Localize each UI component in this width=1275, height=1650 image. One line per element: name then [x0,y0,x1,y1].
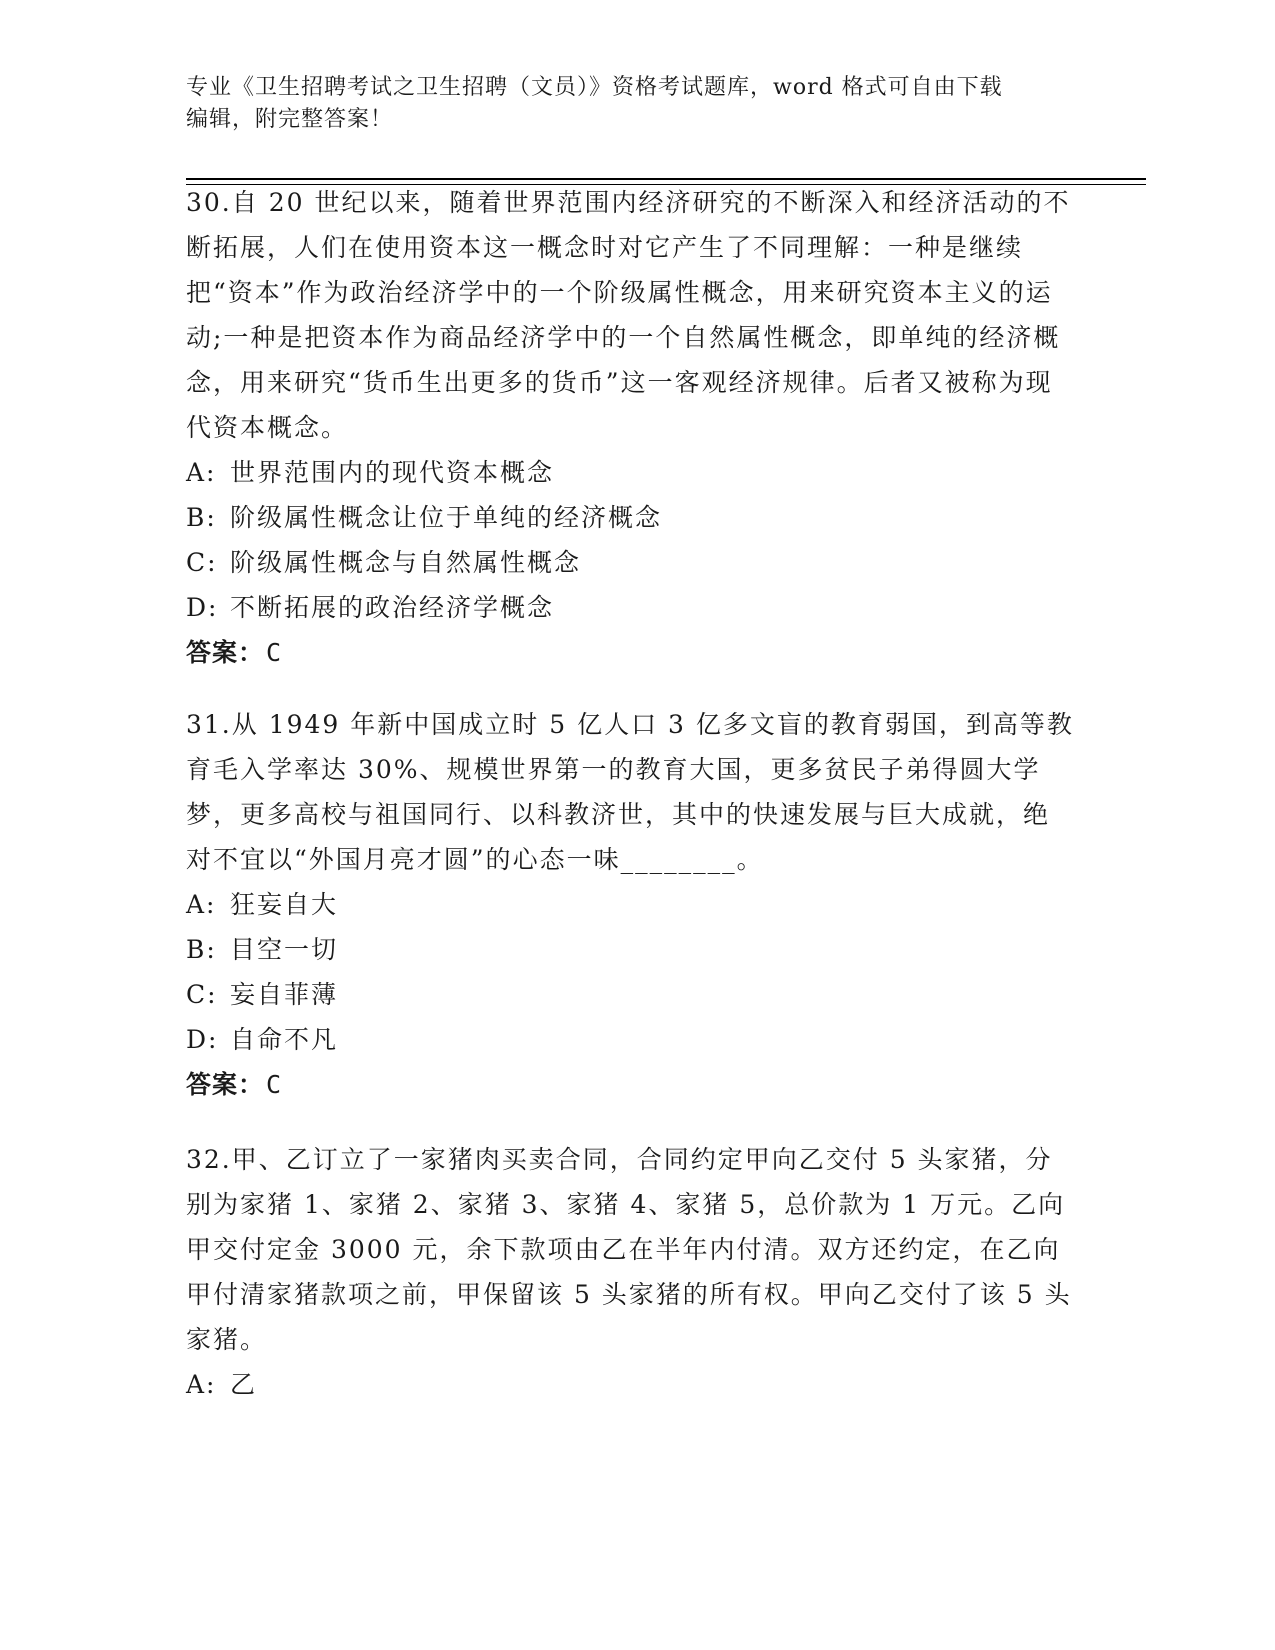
option-key: B: [186,503,217,532]
option-b [186,927,1076,972]
option-a [186,1362,1076,1407]
option-b [186,495,1076,540]
option-key: D: [186,593,219,622]
option-text: 不断拓展的政治经济学概念 [230,593,555,622]
option-text: 世界范围内的现代资本概念 [230,458,555,487]
option-a [186,882,1076,927]
option-c [186,540,1076,585]
header-line-2: 编辑，附完整答案！ [186,107,394,132]
option-c [186,972,1076,1017]
question-stem: 32.甲、乙订立了一家猪肉买卖合同，合同约定甲向乙交付 5 头家猪，分别为家猪 1、家猪 2、家猪 3、家猪 4、家猪 5，总价款为 1 万元。乙向甲交付定金 3000 元，余下款项由乙在半年内付清。双方还约定，在乙向甲付清家猪款项之前，甲保留该 5 头家猪的所有权。甲向乙交付了该 5 头家猪。 [186,1145,1072,1354]
answer-value: C [266,638,283,667]
question-32 [186,1137,1076,1407]
document-header [186,72,1066,136]
option-key: A: [186,458,217,487]
answer-label: 答案： [186,638,265,667]
option-a [186,450,1076,495]
option-d [186,1017,1076,1062]
option-key: D: [186,1025,219,1054]
answer-label: 答案： [186,1070,265,1099]
answer-value: C [266,1070,283,1099]
answer-line [186,1062,1076,1107]
option-text: 目空一切 [230,935,339,964]
option-text: 妄自菲薄 [230,980,339,1009]
option-d [186,585,1076,630]
option-key: C: [186,980,218,1009]
option-key: A: [186,1370,217,1399]
question-stem: 30.自 20 世纪以来，随着世界范围内经济研究的不断深入和经济活动的不断拓展，人们在使用资本这一概念时对它产生了不同理解：一种是继续把“资本”作为政治经济学中的一个阶级属性概念，用来研究资本主义的运动;一种是把资本作为商品经济学中的一个自然属性概念，即单纯的经济概念，用来研究“货币生出更多的货币”这一客观经济规律。后者又被称为现代资本概念。 [186,188,1071,442]
question-30 [186,180,1076,675]
option-text: 狂妄自大 [230,890,339,919]
question-31 [186,702,1076,1107]
question-stem: 31.从 1949 年新中国成立时 5 亿人口 3 亿多文盲的教育弱国，到高等教育毛入学率达 30%、规模世界第一的教育大国，更多贫民子弟得圆大学梦，更多高校与祖国同行、以科教济世，其中的快速发展与巨大成就，绝对不宜以“外国月亮才圆”的心态一味________。 [186,710,1074,874]
option-key: A: [186,890,217,919]
option-text: 阶级属性概念让位于单纯的经济概念 [230,503,663,532]
option-text: 乙 [230,1370,258,1399]
option-key: B: [186,935,217,964]
header-line-1: 专业《卫生招聘考试之卫生招聘（文员）》资格考试题库，word 格式可自由下载 [186,75,1003,100]
option-key: C: [186,548,218,577]
answer-line [186,630,1076,675]
option-text: 阶级属性概念与自然属性概念 [230,548,582,577]
option-text: 自命不凡 [230,1025,339,1054]
